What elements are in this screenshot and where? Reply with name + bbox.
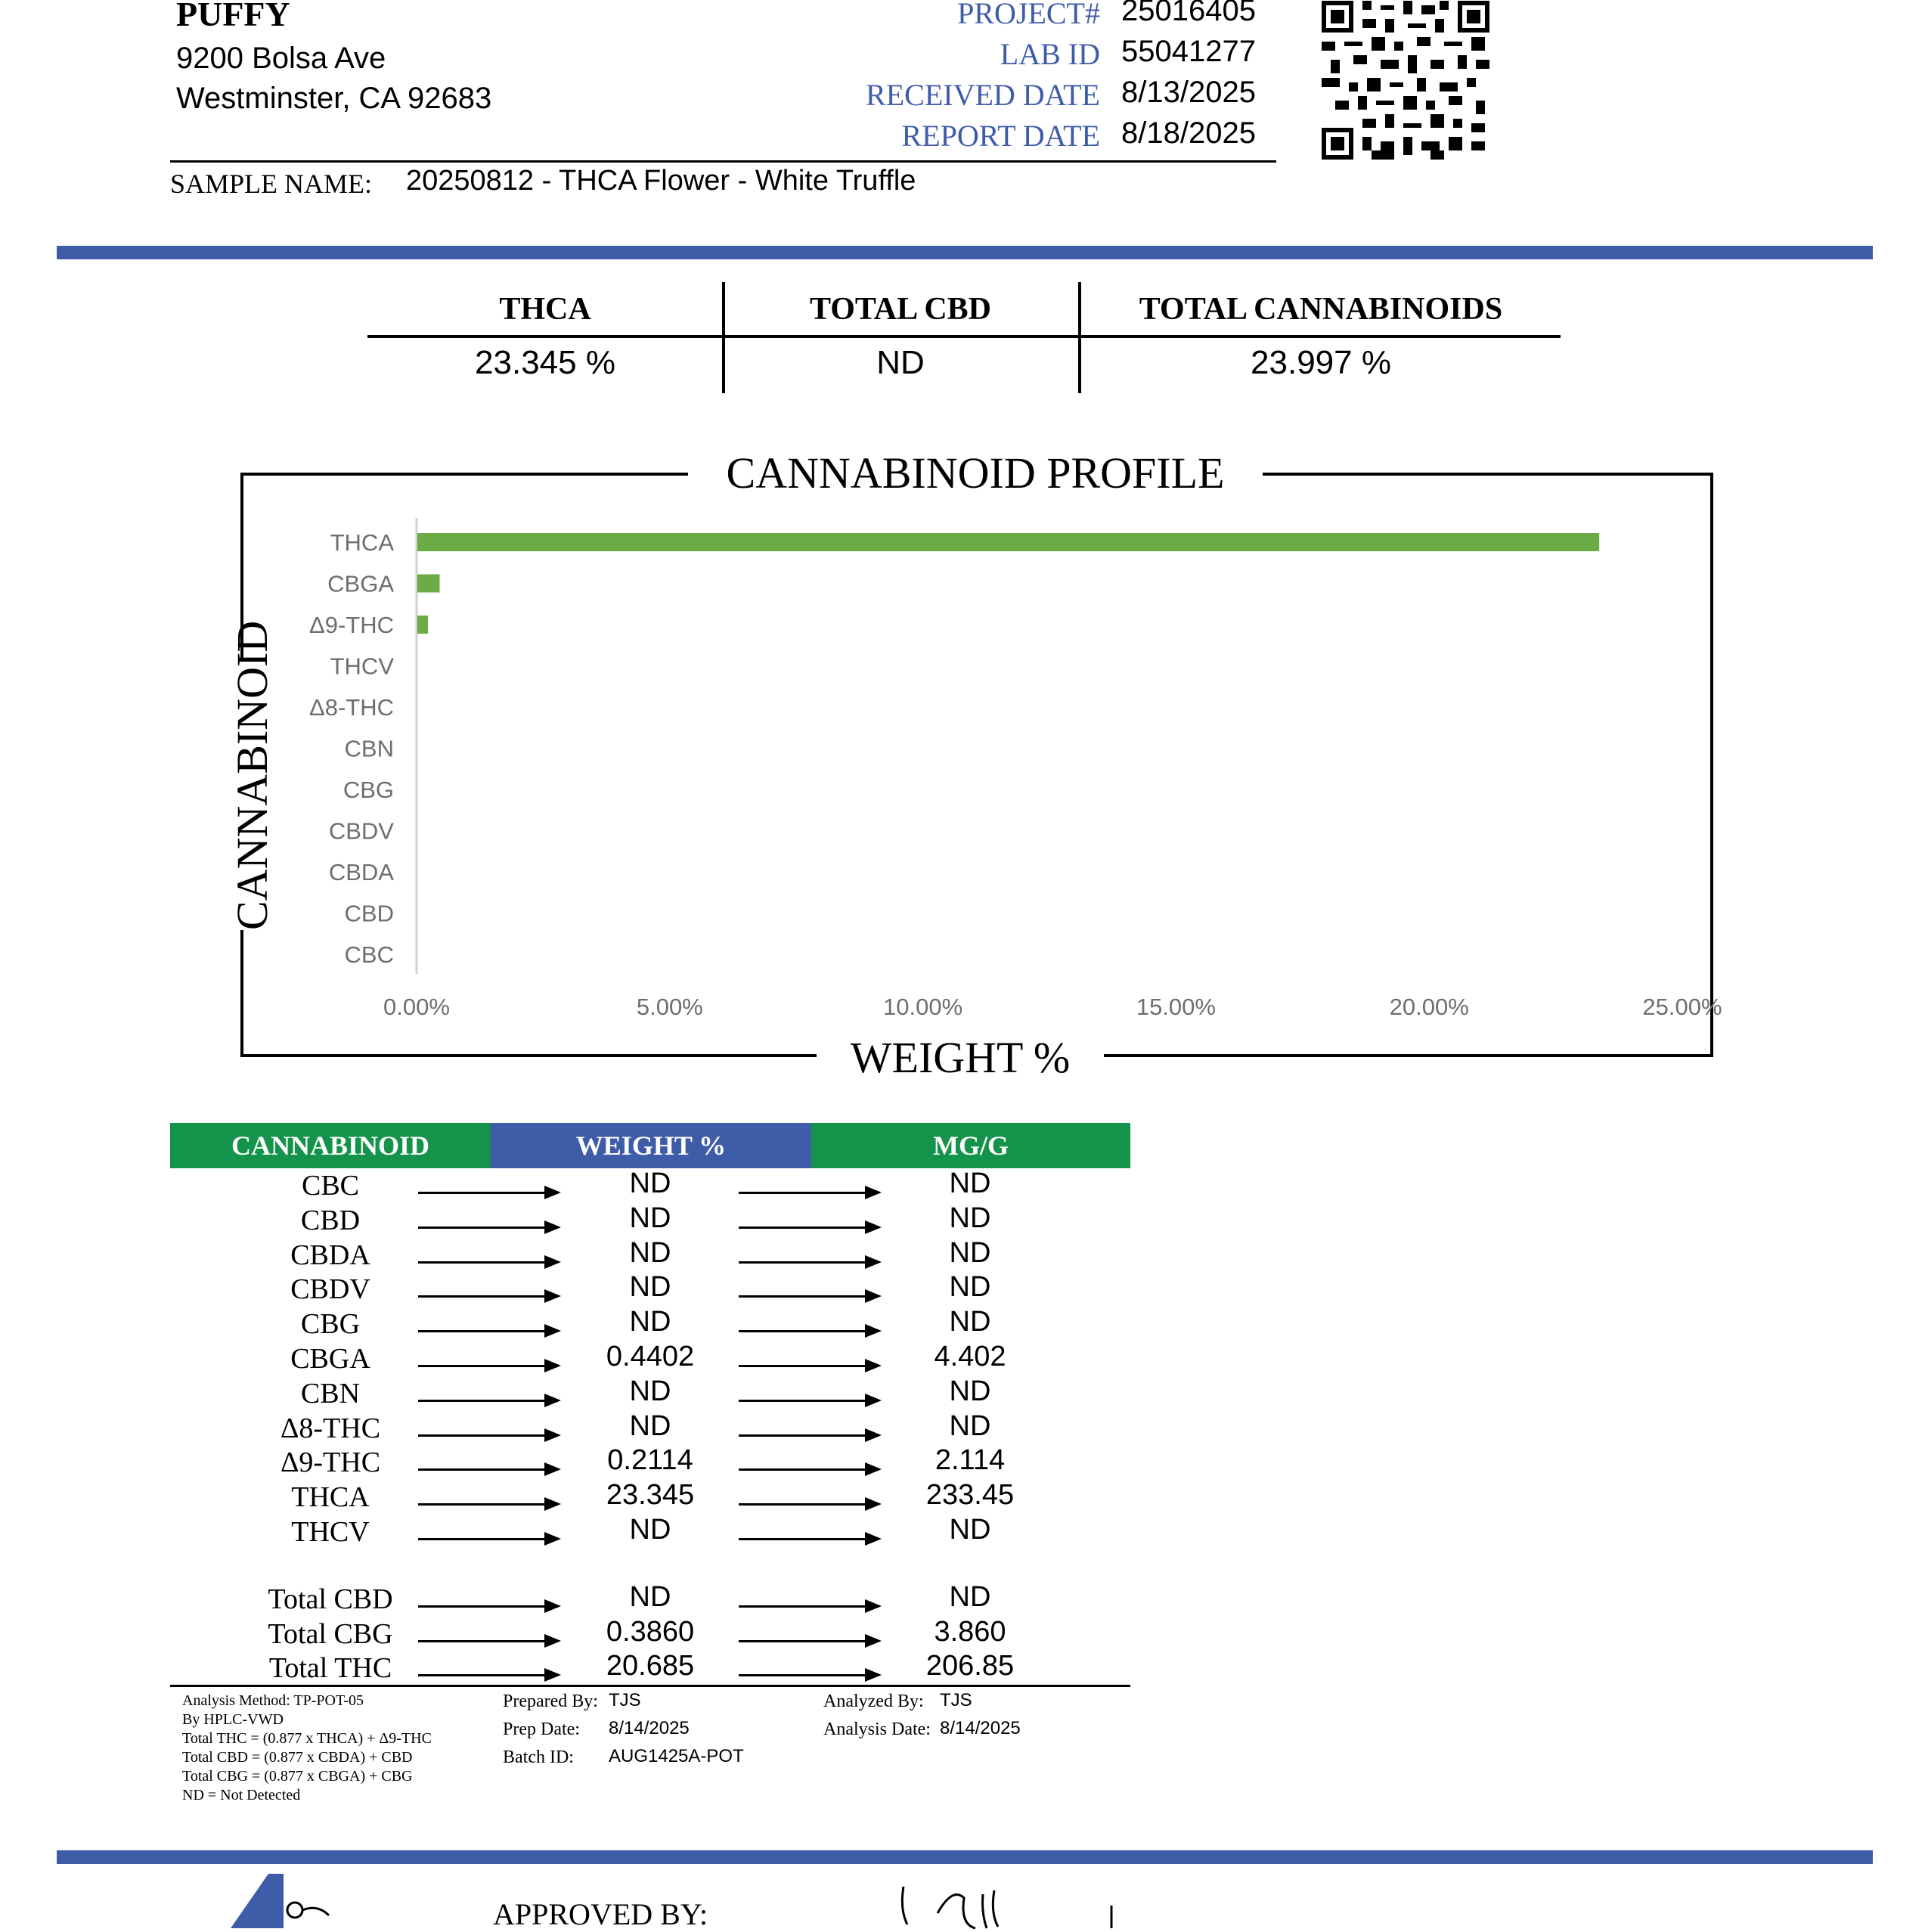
arrow-icon [418, 1226, 558, 1229]
batch-id-value: AUG1425A-POT [609, 1746, 744, 1766]
table-row-weight: ND [629, 1168, 671, 1199]
table-header-weight: WEIGHT % [491, 1123, 811, 1168]
table-row-mgg: 233.45 [925, 1479, 1015, 1512]
arrow-icon [418, 1365, 558, 1367]
summary-total-cannabinoids-label: TOTAL CANNABINOIDS [1139, 292, 1503, 327]
arrow-icon [739, 1400, 879, 1402]
cannabinoid-profile-chart [250, 499, 1722, 1028]
arrow-icon [739, 1330, 879, 1332]
report-date-value: 8/18/2025 [1121, 116, 1256, 150]
table-row-name: CBGA [290, 1343, 370, 1375]
table-row-weight: 0.3860 [606, 1615, 695, 1648]
method-notes [182, 1692, 432, 1805]
client-name: PUFFY [176, 0, 290, 33]
project-value: 25016405 [1121, 0, 1256, 27]
header-rule [170, 160, 1276, 163]
arrow-icon [418, 1330, 558, 1332]
client-address-line1: 9200 Bolsa Ave [176, 42, 386, 75]
project-label: PROJECT# [957, 0, 1100, 30]
summary-thca-value: 23.345 % [475, 344, 615, 381]
table-row-name: CBN [300, 1377, 361, 1409]
table-row-mgg: ND [949, 1306, 991, 1338]
table-row-mgg: 2.114 [935, 1444, 1006, 1477]
method-line: By HPLC-VWD [182, 1711, 284, 1728]
table-row-mgg: 4.402 [934, 1341, 1006, 1372]
table-row-weight: ND [629, 1409, 671, 1442]
table-row-weight: ND [629, 1202, 671, 1234]
table-row-name: THCA [291, 1481, 370, 1514]
summary-total-cbd-label: TOTAL CBD [809, 292, 992, 327]
sample-name-value: 20250812 - THCA Flower - White Truffle [406, 165, 916, 197]
batch-id-label: Batch ID: [503, 1747, 574, 1767]
summary-rule [367, 335, 1561, 338]
arrow-icon [739, 1295, 879, 1298]
lab-logo-icon [223, 1874, 344, 1928]
table-row-name: CBG [300, 1308, 361, 1341]
arrow-icon [418, 1295, 558, 1298]
table-row-weight: ND [629, 1236, 671, 1269]
table-row-weight: ND [629, 1581, 671, 1613]
report-date-label: REPORT DATE [901, 119, 1100, 153]
table-row-mgg: 206.85 [925, 1650, 1015, 1682]
qr-code[interactable] [1322, 0, 1489, 160]
table-row-mgg: ND [949, 1581, 991, 1613]
arrow-icon [739, 1261, 879, 1264]
method-line: Total CBD = (0.877 x CBDA) + CBD [182, 1749, 413, 1766]
analysis-date-value: 8/14/2025 [940, 1718, 1021, 1738]
table-row-name: Δ9-THC [280, 1447, 381, 1479]
chart-category-label: CBDA [328, 859, 394, 885]
table-row-name: CBD [300, 1204, 361, 1236]
analyzed-by-label: Analyzed By: [823, 1692, 924, 1711]
table-row-weight: 0.2114 [607, 1444, 693, 1477]
arrow-icon [418, 1640, 558, 1642]
chart-x-tick-label: 20.00% [1389, 994, 1469, 1020]
table-header-mgg: MG/G [811, 1123, 1130, 1168]
table-row-mgg: ND [949, 1236, 991, 1269]
chart-category-label: CBN [344, 735, 394, 762]
summary-divider [1078, 282, 1081, 393]
prep-date-value: 8/14/2025 [609, 1718, 690, 1738]
arrow-icon [418, 1503, 558, 1506]
method-line: Analysis Method: TP-POT-05 [182, 1692, 364, 1709]
arrow-icon [739, 1226, 879, 1229]
summary-total-cbd-value: ND [876, 344, 925, 381]
arrow-icon [739, 1674, 879, 1676]
table-row-name: Total CBD [268, 1583, 393, 1615]
arrow-icon [739, 1365, 879, 1367]
table-row-weight: 0.4402 [606, 1341, 695, 1372]
bottom-band [57, 1850, 1873, 1864]
top-band [57, 246, 1873, 259]
chart-category-label: CBC [344, 941, 394, 968]
method-line: Total CBG = (0.877 x CBGA) + CBG [182, 1768, 413, 1785]
chart-category-label: CBGA [327, 570, 394, 597]
arrow-icon [418, 1434, 558, 1437]
chart-category-label: Δ8-THC [309, 694, 394, 721]
table-row-weight: ND [629, 1306, 671, 1338]
received-date-label: RECEIVED DATE [866, 78, 1100, 112]
analysis-date-label: Analysis Date: [823, 1720, 931, 1739]
chart-x-tick-label: 25.00% [1642, 994, 1722, 1020]
table-row-mgg: 3.860 [934, 1615, 1006, 1648]
table-row-name: THCV [291, 1516, 370, 1548]
arrow-icon [739, 1605, 879, 1608]
table-row-name: CBC [301, 1170, 360, 1202]
received-date-value: 8/13/2025 [1121, 76, 1256, 109]
approved-by-label: APPROVED BY: [493, 1897, 708, 1931]
client-address-line2: Westminster, CA 92683 [176, 82, 492, 115]
arrow-icon [418, 1468, 558, 1471]
arrow-icon [418, 1605, 558, 1608]
table-row-mgg: ND [949, 1409, 991, 1442]
chart-bar [417, 616, 428, 634]
method-line: ND = Not Detected [182, 1787, 301, 1803]
chart-bar [417, 575, 439, 593]
lab-id-value: 55041277 [1121, 35, 1256, 68]
chart-category-label: THCA [330, 529, 394, 556]
arrow-icon [739, 1503, 879, 1506]
table-row-mgg: ND [949, 1514, 991, 1546]
chart-category-label: CBG [343, 777, 394, 803]
table-row-name: CBDV [290, 1273, 370, 1306]
table-row-weight: 20.685 [606, 1650, 695, 1682]
sample-name-label: SAMPLE NAME: [170, 169, 373, 199]
table-row-mgg: ND [949, 1168, 991, 1199]
prep-date-label: Prep Date: [503, 1720, 580, 1739]
arrow-icon [739, 1434, 879, 1437]
table-row-name: Total CBG [268, 1617, 393, 1650]
table-row-mgg: ND [949, 1271, 991, 1304]
arrow-icon [739, 1640, 879, 1642]
chart-x-tick-label: 15.00% [1136, 994, 1216, 1020]
chart-category-label: THCV [330, 653, 394, 680]
prepared-by-label: Prepared By: [503, 1692, 598, 1711]
arrow-icon [418, 1400, 558, 1402]
arrow-icon [739, 1468, 879, 1471]
chart-x-tick-label: 0.00% [383, 994, 450, 1020]
arrow-icon [739, 1538, 879, 1540]
chart-y-axis-label: CANNABINOID [227, 658, 280, 930]
table-row-weight: ND [629, 1271, 671, 1304]
table-header-cannabinoid: CANNABINOID [170, 1123, 491, 1168]
arrow-icon [418, 1674, 558, 1676]
summary-total-cannabinoids-value: 23.997 % [1251, 344, 1391, 381]
lab-id-label: LAB ID [1000, 37, 1100, 71]
chart-x-axis-label: WEIGHT % [817, 1032, 1104, 1083]
chart-category-label: CBD [344, 900, 394, 927]
table-row-name: Total THC [268, 1652, 392, 1684]
chart-x-tick-label: 5.00% [636, 994, 703, 1020]
table-rule [170, 1685, 1130, 1687]
chart-category-label: CBDV [328, 817, 394, 845]
arrow-icon [418, 1261, 558, 1264]
summary-thca-label: THCA [499, 292, 591, 327]
chart-x-tick-label: 10.00% [883, 994, 963, 1020]
chart-category-label: Δ9-THC [309, 612, 394, 638]
table-row-mgg: ND [949, 1375, 991, 1407]
table-row-weight: 23.345 [606, 1479, 695, 1512]
signature-icon [892, 1883, 1119, 1928]
summary-divider [722, 282, 725, 393]
table-row-weight: ND [629, 1514, 671, 1546]
table-row-name: CBDA [290, 1239, 370, 1271]
analyzed-by-value: TJS [940, 1690, 972, 1710]
table-row-weight: ND [629, 1375, 671, 1407]
method-line: Total THC = (0.877 x THCA) + Δ9-THC [182, 1730, 432, 1747]
table-row-name: Δ8-THC [280, 1412, 381, 1444]
chart-bar [417, 533, 1599, 551]
arrow-icon [418, 1192, 558, 1194]
chart-title: CANNABINOID PROFILE [688, 448, 1263, 498]
arrow-icon [739, 1192, 879, 1194]
arrow-icon [418, 1538, 558, 1540]
prepared-by-value: TJS [609, 1690, 641, 1710]
table-row-mgg: ND [949, 1202, 991, 1234]
